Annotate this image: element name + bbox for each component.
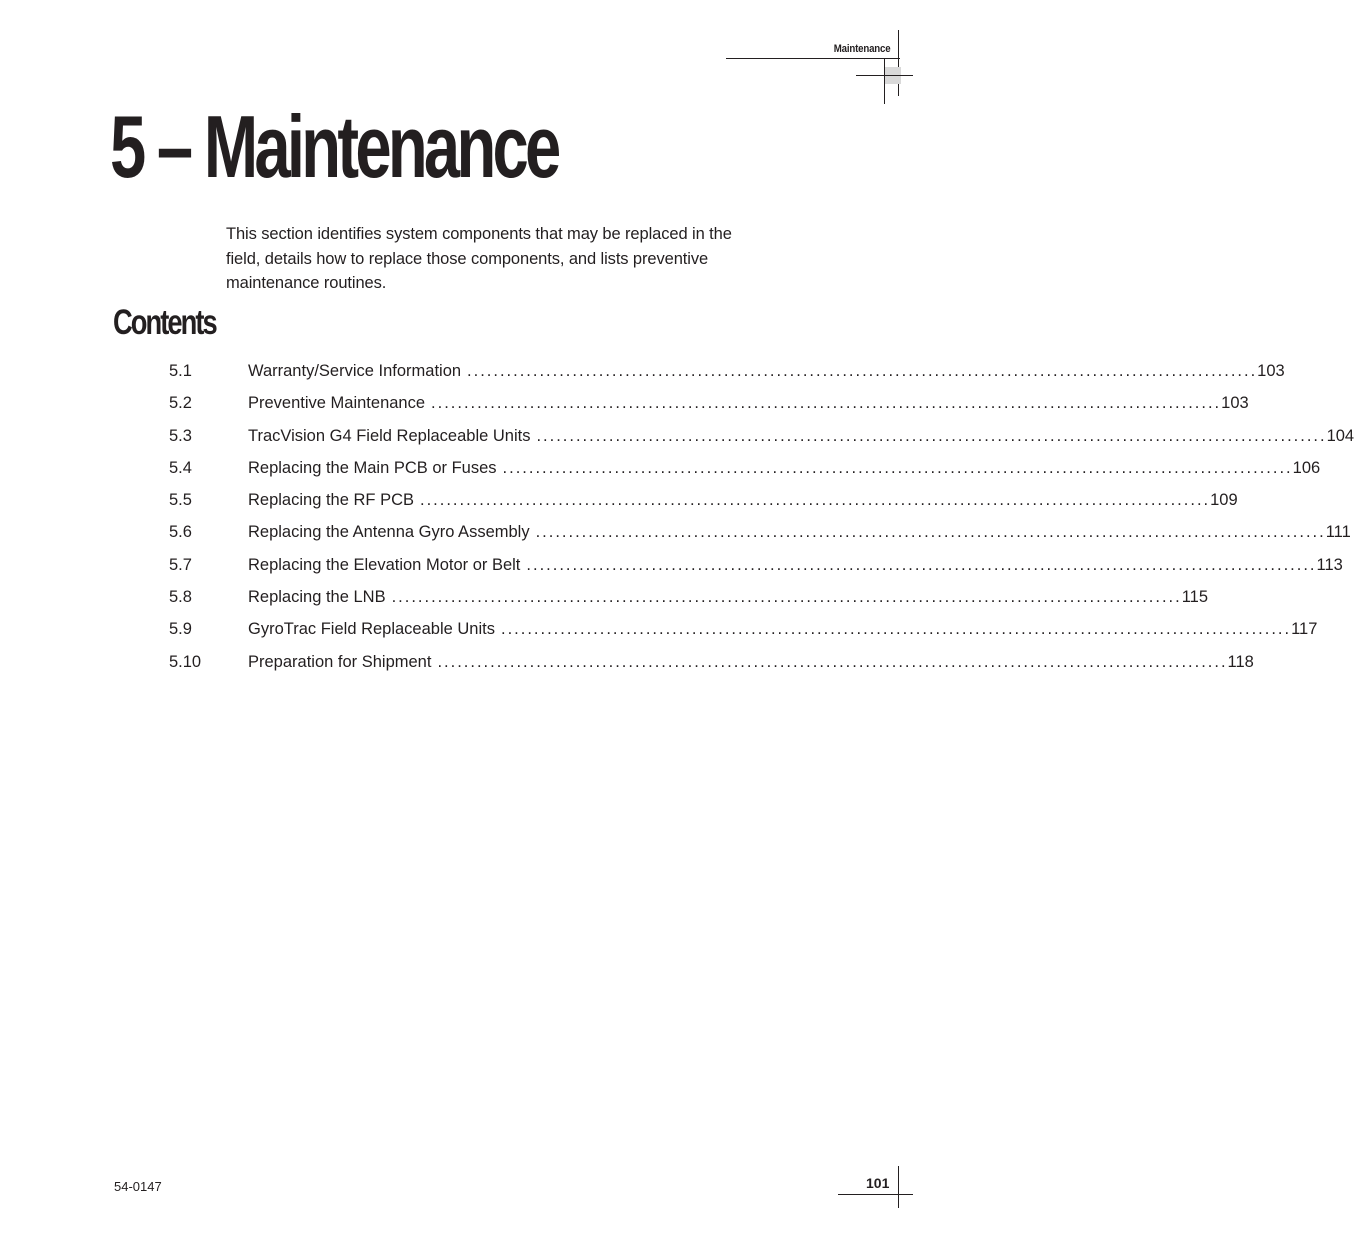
document-number: 54-0147 (114, 1179, 162, 1194)
corner-mark-vertical (884, 58, 885, 104)
toc-entry-number: 5.1 (169, 362, 192, 380)
toc-dot-leader: ........................................................................................................................ (536, 426, 1327, 445)
toc-entry[interactable] (169, 585, 1209, 617)
header-vertical-mark (898, 30, 899, 96)
toc-dot-leader: ........................................................................................................................ (431, 394, 1222, 413)
footer-vertical-mark (898, 1166, 899, 1208)
toc-entry-title: GyroTrac Field Replaceable Units (248, 620, 495, 639)
toc-entry-title: Preventive Maintenance (248, 394, 426, 413)
toc-entry-page: 103 (1221, 394, 1249, 413)
toc-entry-title: Replacing the Main PCB or Fuses (248, 458, 497, 477)
toc-dot-leader: ........................................................................................................................ (467, 362, 1258, 380)
toc-entry-title: Replacing the RF PCB (248, 491, 414, 510)
toc-entry[interactable] (169, 650, 1254, 682)
toc-entry-title: Preparation for Shipment (248, 652, 432, 671)
toc-entry[interactable] (169, 488, 1238, 520)
toc-entry-title: Replacing the Antenna Gyro Assembly (248, 523, 530, 542)
toc-entry-number: 5.3 (169, 426, 192, 445)
toc-dot-leader: ........................................................................................................................ (500, 620, 1292, 639)
toc-entry-title: Replacing the Elevation Motor or Belt (248, 555, 521, 574)
toc-entry-title: TracVision G4 Field Replaceable Units (248, 426, 531, 445)
contents-heading: Contents (113, 303, 216, 342)
toc-entry[interactable] (169, 456, 1321, 488)
toc-dot-leader: ........................................................................................................................ (502, 458, 1293, 477)
toc-entry-page: 109 (1210, 491, 1238, 510)
page-number: 101 (866, 1175, 890, 1191)
toc-entry-number: 5.9 (169, 620, 192, 639)
toc-entry-page: 106 (1292, 458, 1321, 477)
toc-entry[interactable] (169, 391, 1249, 423)
toc-entry[interactable] (169, 617, 1318, 649)
header-rule (726, 58, 900, 59)
toc-dot-leader: ........................................................................................................................ (526, 555, 1317, 574)
toc-entry-number: 5.8 (169, 588, 192, 607)
toc-dot-leader: ........................................................................................................................ (391, 588, 1182, 607)
running-header: Maintenance (833, 43, 890, 55)
toc-entry-page: 115 (1181, 588, 1209, 607)
toc-entry-page: 111 (1325, 523, 1351, 542)
toc-dot-leader: ........................................................................................................................ (437, 652, 1228, 671)
toc-entry[interactable] (169, 553, 1343, 585)
toc-entry-title: Warranty/Service Information (248, 362, 462, 380)
table-of-contents (169, 359, 1354, 682)
toc-entry-page: 103 (1257, 362, 1285, 380)
toc-entry-page: 113 (1316, 555, 1343, 574)
toc-entry-title: Replacing the LNB (248, 588, 386, 607)
chapter-title: 5 – Maintenance (110, 97, 558, 196)
toc-entry-page: 117 (1291, 620, 1318, 639)
toc-entry-number: 5.5 (169, 491, 192, 510)
chapter-intro: This section identifies system components that may be replaced in the field, details how to replace those components, and lists preventive maintenance routines. (226, 225, 732, 292)
toc-entry-page: 104 (1326, 426, 1354, 445)
toc-entry[interactable] (169, 520, 1351, 552)
toc-entry[interactable] (169, 359, 1285, 391)
toc-entry-number: 5.4 (169, 458, 192, 477)
toc-entry-number: 5.7 (169, 555, 192, 574)
toc-dot-leader: ........................................................................................................................ (535, 523, 1326, 542)
toc-entry-number: 5.2 (169, 394, 192, 413)
toc-entry-number: 5.10 (169, 652, 202, 671)
toc-dot-leader: ........................................................................................................................ (420, 491, 1211, 510)
toc-entry-number: 5.6 (169, 523, 192, 542)
toc-entry[interactable] (169, 424, 1354, 456)
footer-rule (838, 1194, 913, 1195)
toc-entry-page: 118 (1227, 652, 1254, 671)
